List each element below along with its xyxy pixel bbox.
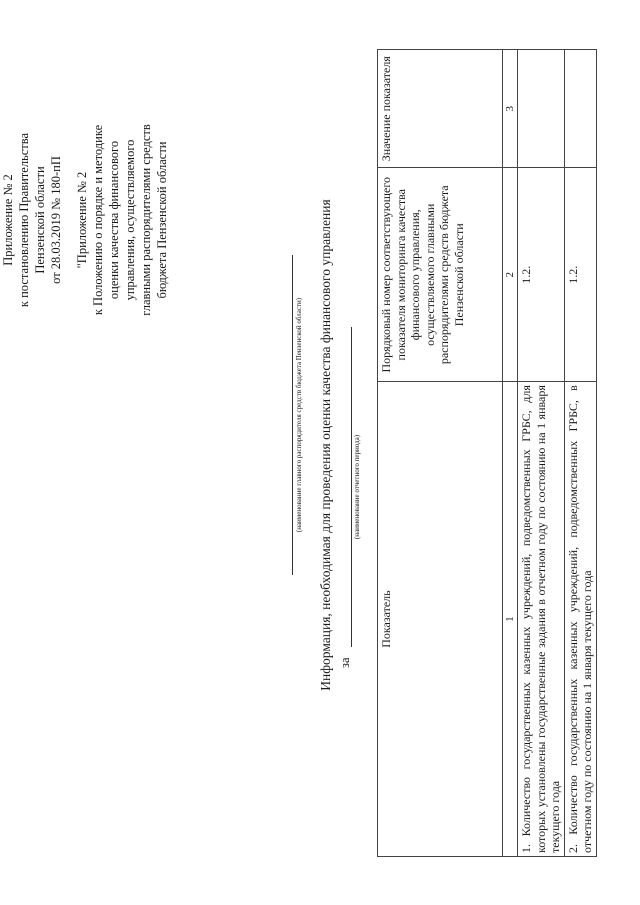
appendix-quote-line: "Приложение № 2 [75,171,89,269]
period-prefix: за [338,657,352,668]
column-number: 1 [503,382,518,857]
column-number-row [503,50,518,857]
appendix-quote-line: к Положению о порядке и методике [91,124,105,316]
column-number: 2 [503,168,518,382]
appendix-line: от 28.03.2019 № 180-пП [49,156,63,284]
appendix-line: Приложение № 2 [1,174,15,266]
appendix-header [0,75,170,365]
period-field-line [351,327,352,647]
appendix-quote-line: оценки качества финансового [107,140,121,300]
header-value: Значение показателя [378,50,503,168]
table-row [518,50,565,857]
column-number: 3 [503,50,518,168]
serial-cell: 1.2. [518,168,565,382]
value-cell[interactable] [564,50,596,168]
document-title: Информация, необходимая для проведения оценки качества финансового управления [318,199,333,691]
appendix-quote-line: главными распорядителями средств [139,124,153,316]
header-indicator: Показатель [378,382,503,857]
appendix-line: к постановлению Правительства [17,132,31,308]
grbs-caption: (наименование главного распорядителя средств бюджета Пензенской области) [295,297,303,533]
indicators-table [377,49,597,857]
indicator-cell: 2. Количество государственных казенных учреждений, подведомственных ГРБС, в отчетном году по состоянию на 1 января текущего года [564,382,596,857]
table-row [564,50,596,857]
appendix-quote-line: управления, осуществляемого [123,139,137,301]
value-cell[interactable] [518,50,565,168]
appendix-quote-line: бюджета Пензенской области [155,141,169,299]
grbs-name-field-line [292,255,293,575]
appendix-line: Пензенской области [33,166,47,274]
serial-cell: 1.2. [564,168,596,382]
period-caption: (наименование отчетного периода) [353,434,361,540]
table-header-row [378,50,503,857]
header-serial-number: Порядковый номер соответствующего показателя мониторинга качества финансового управления, осуществляемого главными распорядителями средств бюджета Пензенской области [378,168,503,382]
indicator-cell: 1. Количество государственных казенных учреждений, подведомственных ГРБС, для которых установлены государственные задания в отчетном году по состоянию на 1 января текущего года [518,382,565,857]
